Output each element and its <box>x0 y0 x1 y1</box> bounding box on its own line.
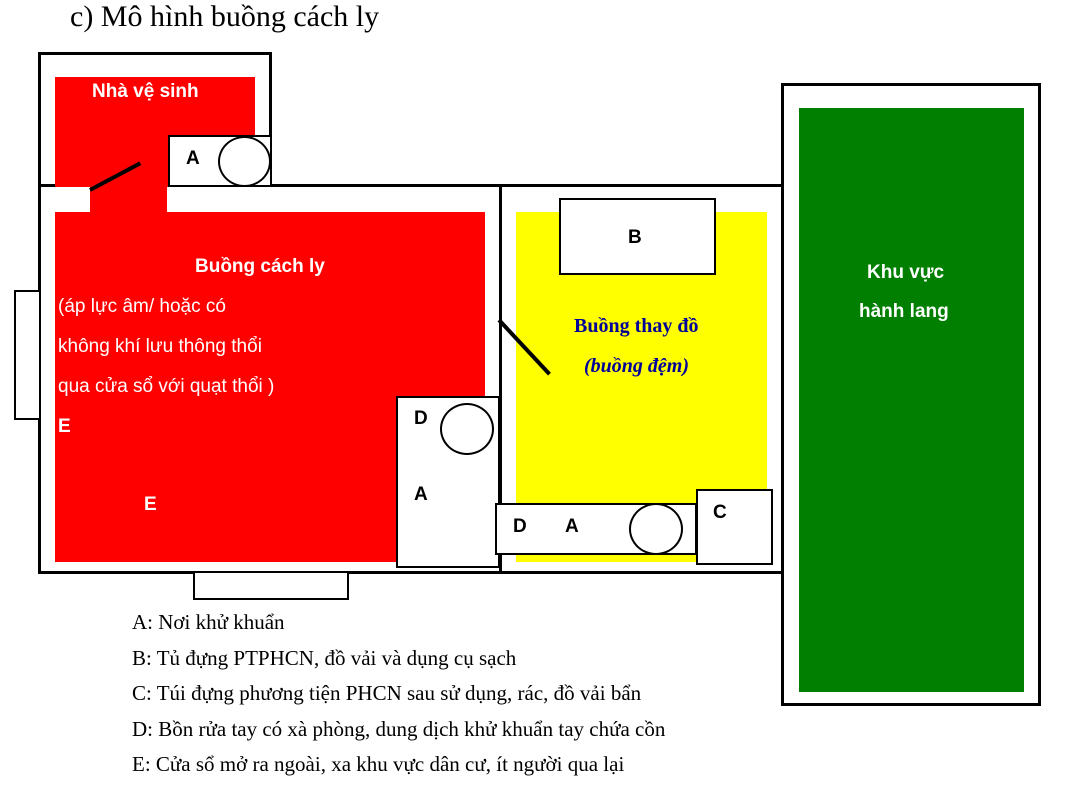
legend-item-a: A: Nơi khử khuẩn <box>132 610 285 634</box>
corridor-area <box>799 108 1024 692</box>
legend-item-b: B: Tủ đựng PTPHCN, đồ vải và dụng cụ sạch <box>132 646 517 670</box>
window-left <box>14 290 41 420</box>
toilet-basin-icon <box>218 136 271 187</box>
changing-room-label: Buồng thay đồ <box>574 315 699 337</box>
marker-d-changing: D <box>513 516 527 537</box>
marker-a-toilet: A <box>186 148 200 169</box>
marker-d-isolation: D <box>414 408 428 429</box>
page-title: c) Mô hình buồng cách ly <box>70 0 380 33</box>
changing-sink-icon <box>629 503 683 555</box>
isolation-sink-icon <box>440 403 494 455</box>
wall-gap-right <box>167 187 255 212</box>
corridor-label-line1: Khu vực <box>867 262 945 283</box>
isolation-desc-line3: qua cửa sổ với quạt thổi ) <box>58 376 275 397</box>
waste-bin <box>696 489 773 565</box>
legend-item-e: E: Cửa sổ mở ra ngoài, xa khu vực dân cư, ít người qua lại <box>132 752 625 776</box>
toilet-doorway <box>90 184 167 214</box>
marker-a-changing: A <box>565 516 579 537</box>
window-bottom <box>193 571 349 600</box>
wall-gap-left <box>41 187 90 212</box>
marker-e-bottom: E <box>144 494 157 515</box>
marker-e-left: E <box>58 416 71 437</box>
isolation-desc-line1: (áp lực âm/ hoặc có <box>58 296 226 317</box>
marker-a-isolation: A <box>414 484 428 505</box>
marker-c: C <box>713 502 727 523</box>
changing-room-sublabel: (buồng đệm) <box>584 355 689 377</box>
toilet-label: Nhà vệ sinh <box>92 81 199 102</box>
isolation-room-label: Buồng cách ly <box>195 256 325 277</box>
isolation-desc-line2: không khí lưu thông thổi <box>58 336 262 357</box>
legend-item-c: C: Túi đựng phương tiện PHCN sau sử dụng, rác, đồ vải bẩn <box>132 681 642 705</box>
marker-b: B <box>628 227 642 248</box>
legend-item-d: D: Bồn rửa tay có xà phòng, dung dịch khử khuẩn tay chứa cồn <box>132 717 666 741</box>
corridor-label-line2: hành lang <box>859 301 949 322</box>
